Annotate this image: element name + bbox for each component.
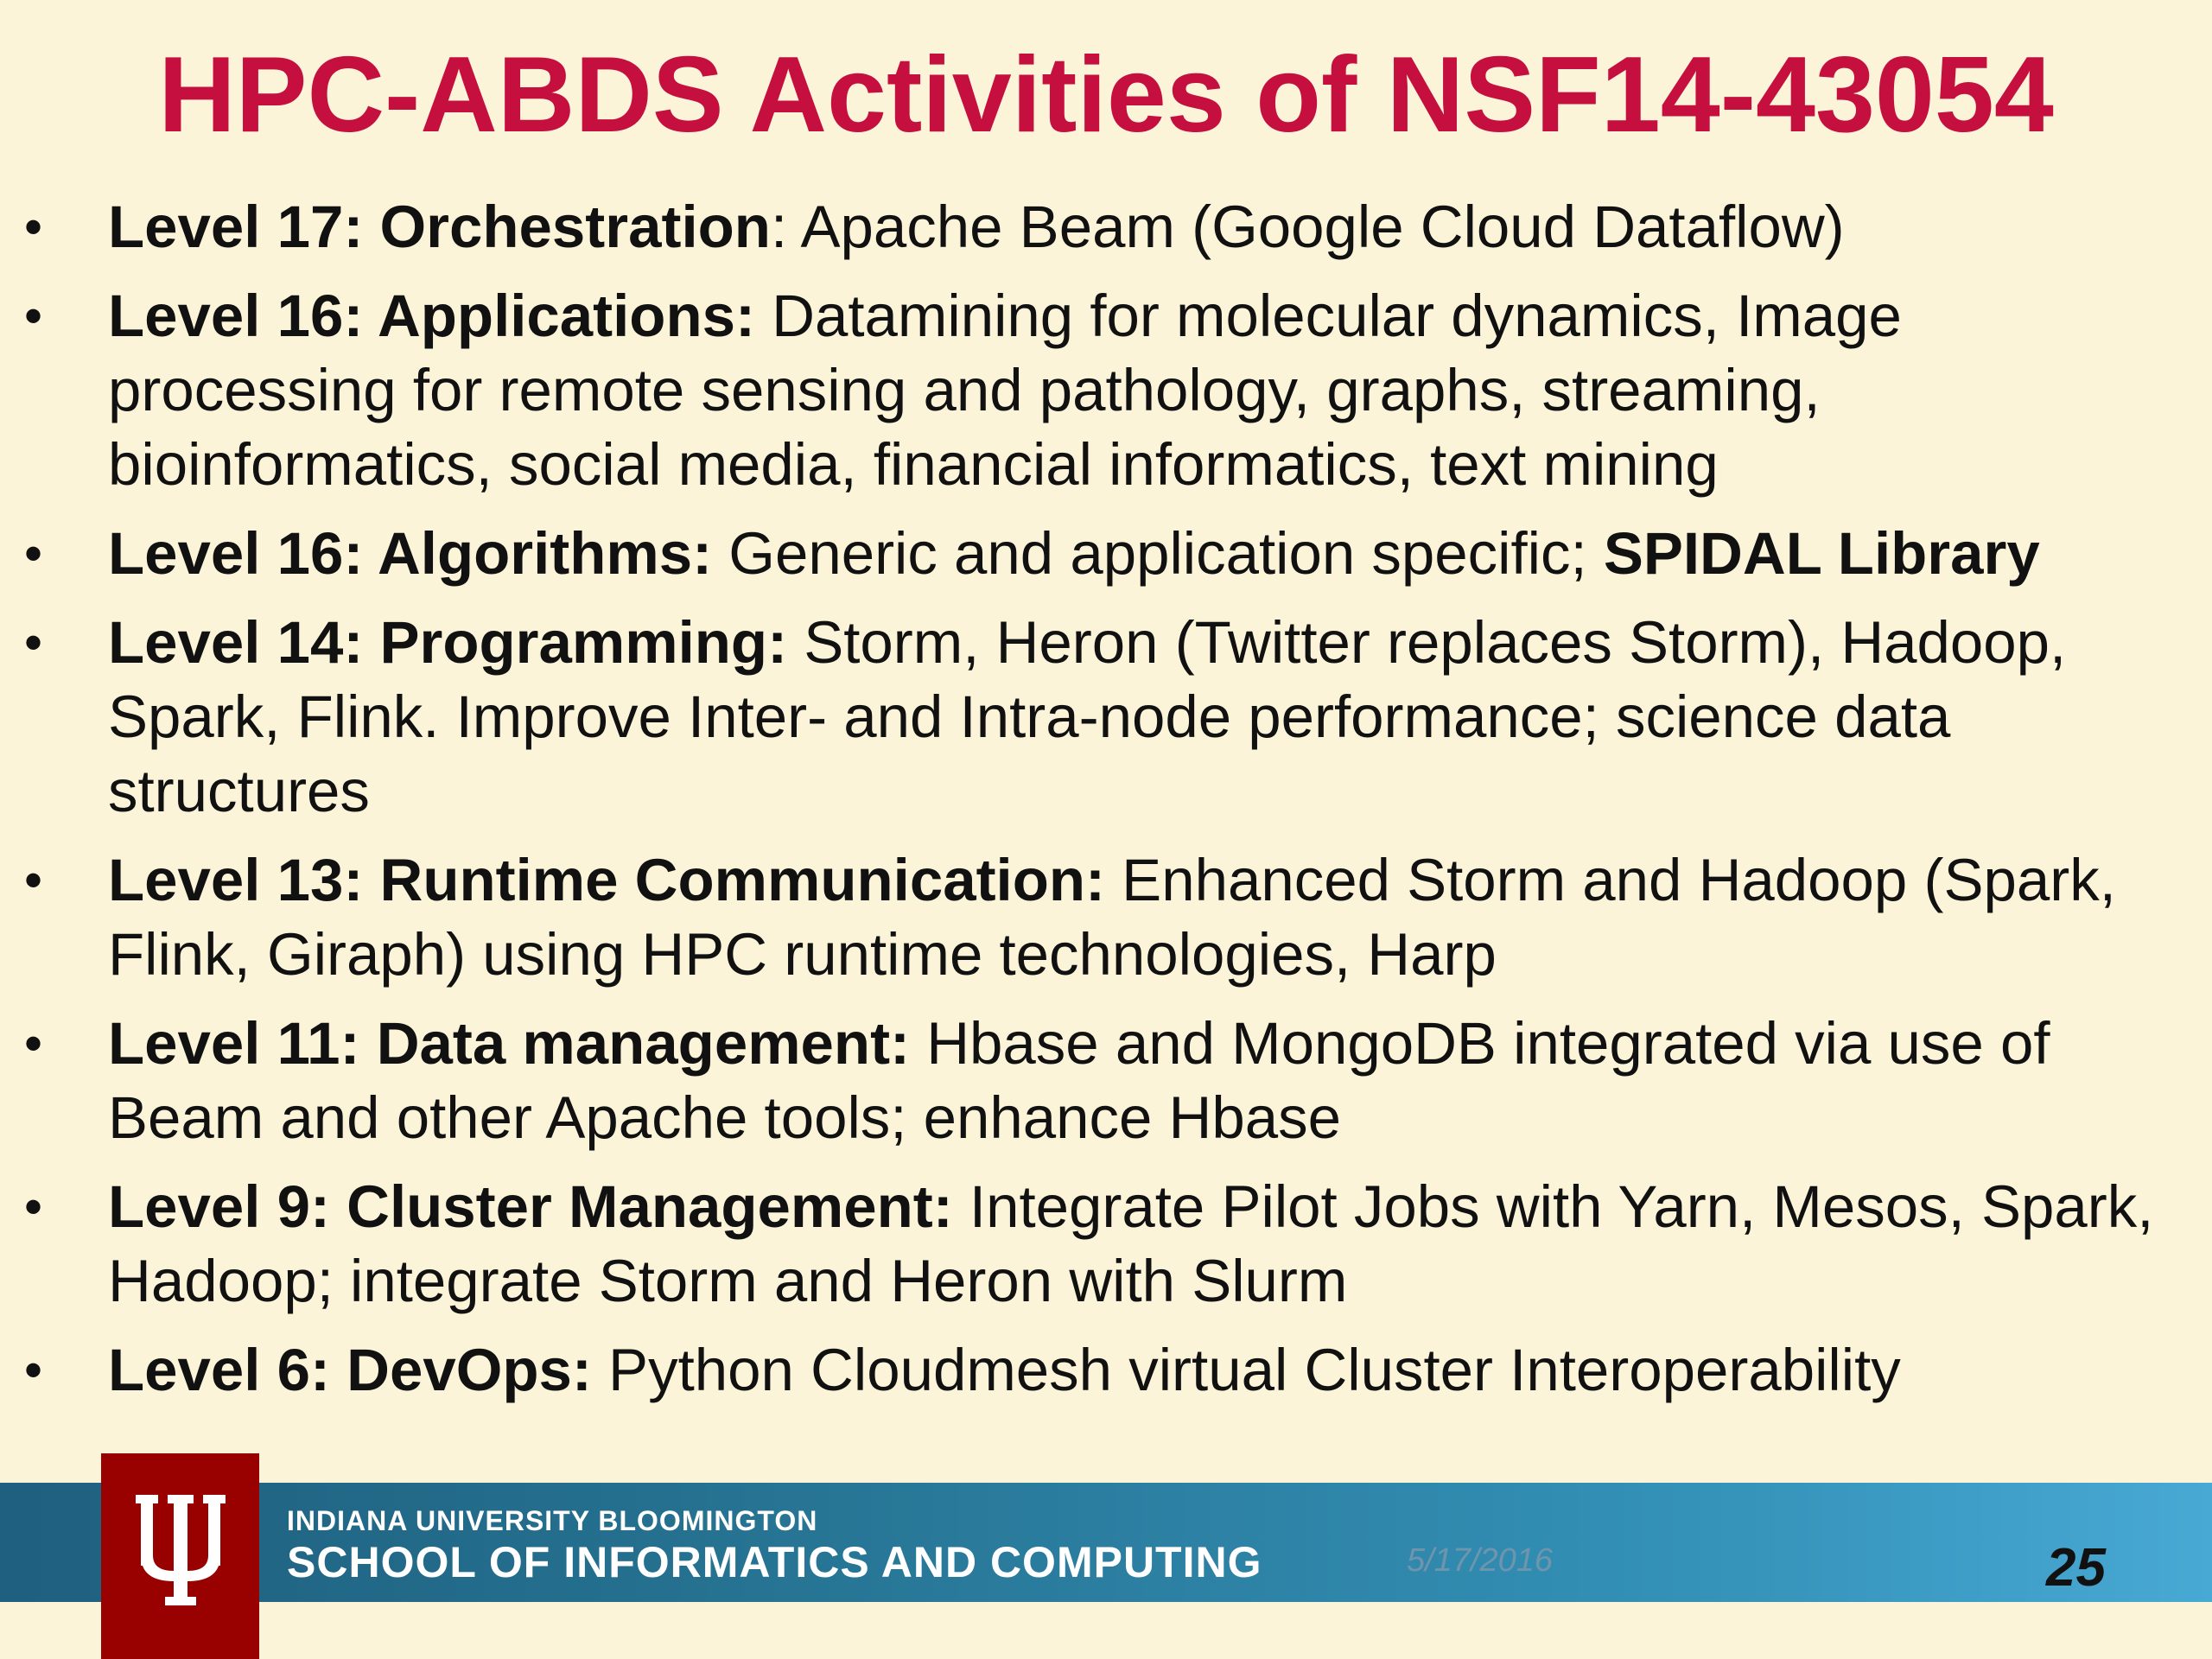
bullet-dot: • <box>24 198 43 256</box>
bullet-text: Python Cloudmesh virtual Cluster Interoperability <box>591 1337 1901 1403</box>
bullet-text: Integrate Pilot Jobs with Yarn, Mesos, Spark, Hadoop; integrate Storm and Heron with Slurm <box>108 1173 2154 1314</box>
bullet-label: Level 16: Algorithms: <box>108 520 713 587</box>
footer-strip <box>0 1602 2212 1659</box>
bullet-dot: • <box>24 1014 43 1072</box>
bullet-text: Datamining for molecular dynamics, Image processing for remote sensing and pathology, graphs, streaming, bioinformatics, social media, financial informatics, text mining <box>108 283 1902 498</box>
bullet-text: Generic and application specific; <box>712 520 1604 587</box>
bullet-item <box>0 190 2212 264</box>
bullet-item <box>0 517 2212 591</box>
bullet-label: Level 16: Applications: <box>108 283 755 349</box>
bullet-item <box>0 279 2212 502</box>
bullet-label: Level 9: Cluster Management: <box>108 1173 953 1240</box>
bullet-dot: • <box>24 1178 43 1236</box>
bullet-text: Hbase and MongoDB integrated via use of Beam and other Apache tools; enhance Hbase <box>108 1010 2050 1151</box>
bullet-strong-text: SPIDAL Library <box>1603 520 2040 587</box>
bullet-text: Enhanced Storm and Hadoop (Spark, Flink, Giraph) using HPC runtime technologies, Harp <box>108 847 2116 988</box>
bullet-label: Level 14: Programming: <box>108 609 788 676</box>
bullet-label: Level 6: DevOps: <box>108 1337 592 1403</box>
institution-name-small: INDIANA UNIVERSITY BLOOMINGTON <box>287 1505 818 1536</box>
bullet-text: : Apache Beam (Google Cloud Dataflow) <box>770 194 1845 260</box>
bullet-label: Level 13: Runtime Communication: <box>108 847 1105 913</box>
bullet-dot: • <box>24 524 43 582</box>
bullet-dot: • <box>24 851 43 909</box>
bullet-item <box>0 606 2212 829</box>
bullet-item <box>0 843 2212 992</box>
slide-date: 5/17/2016 <box>1407 1542 1554 1579</box>
bullet-item <box>0 1007 2212 1155</box>
bullet-text: Storm, Heron (Twitter replaces Storm), Hadoop, Spark, Flink. Improve Inter- and Intra-node performance; science data structures <box>108 609 2067 824</box>
bullet-dot: • <box>24 1341 43 1399</box>
iu-trident-icon <box>136 1495 226 1616</box>
bullet-label: Level 11: Data management: <box>108 1010 911 1077</box>
bullet-label: Level 17: Orchestration <box>108 194 771 260</box>
bullet-list <box>0 190 2212 1422</box>
bullet-item <box>0 1333 2212 1408</box>
bullet-dot: • <box>24 287 43 345</box>
page-number: 25 <box>2046 1538 2106 1598</box>
institution-name-large: SCHOOL OF INFORMATICS AND COMPUTING <box>287 1538 1262 1586</box>
bullet-dot: • <box>24 613 43 671</box>
slide-title: HPC-ABDS Activities of NSF14-43054 <box>158 35 2054 155</box>
bullet-item <box>0 1170 2212 1319</box>
iu-logo <box>101 1453 259 1659</box>
